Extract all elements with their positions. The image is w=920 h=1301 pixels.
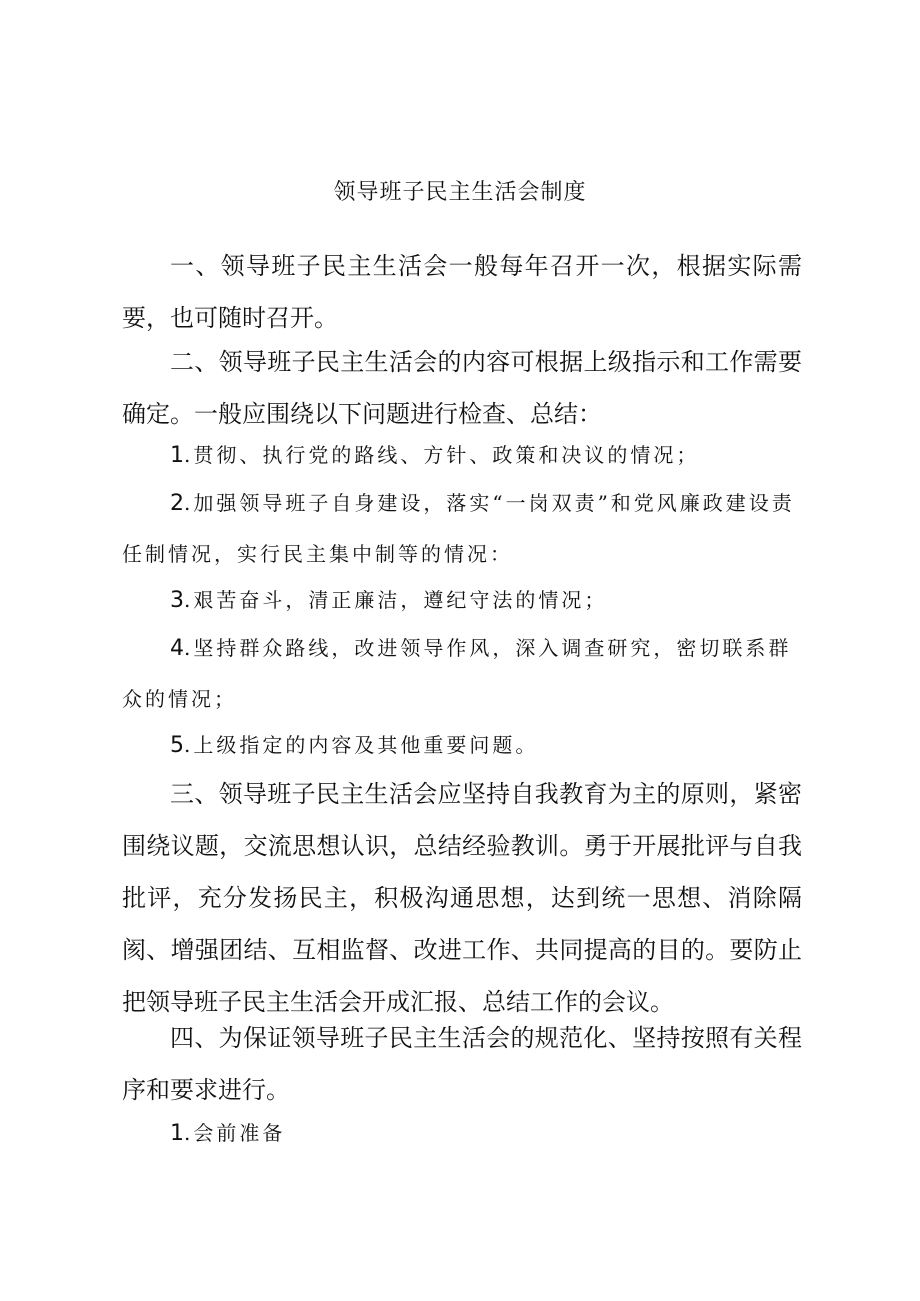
list-item-text: .坚持群众路线，改进领导作风，深入调查研究，密切联系群众的情况； [122, 636, 792, 711]
list-item-number: 3 [170, 588, 184, 613]
list-item-text: .加强领导班子自身建设，落实“一岗双责”和党风廉政建设责任制情况，实行民主集中制等的情况： [122, 491, 795, 566]
list-item [122, 430, 802, 481]
list-item-text: .贯彻、执行党的路线、方针、政策和决议的情况； [184, 443, 700, 467]
list-item-number: 5 [170, 733, 184, 758]
paragraph-3: 三、领导班子民主生活会应坚持自我教育为主的原则，紧密围绕议题，交流思想认识，总结经验教训。勇于开展批评与自我批评，充分发扬民主，积极沟通思想，达到统一思想、消除隔阂、增强团结、互相监督、改进工作、共同提高的目的。要防止把领导班子民主生活会开成汇报、总结工作的会议。 [122, 780, 802, 1016]
list-item [122, 623, 802, 724]
sub-heading [122, 1108, 802, 1159]
paragraph-1: 一、领导班子民主生活会一般每年召开一次，根据实际需要，也可随时召开。 [122, 252, 802, 332]
list-item-number: 1 [170, 443, 184, 468]
paragraph-2: 二、领导班子民主生活会的内容可根据上级指示和工作需要确定。一般应围绕以下问题进行检查、总结： [122, 348, 802, 428]
paragraph-4: 四、为保证领导班子民主生活会的规范化、坚持按照有关程序和要求进行。 [122, 1024, 802, 1104]
document-title: 领导班子民主生活会制度 [333, 180, 587, 205]
list-item-text: .艰苦奋斗，清正廉洁，遵纪守法的情况； [184, 588, 608, 612]
list-item [122, 478, 802, 579]
list-item-text: .上级指定的内容及其他重要问题。 [184, 733, 539, 757]
list-item [122, 575, 802, 626]
sub-heading-number: 1 [170, 1121, 184, 1146]
list-item-number: 2 [170, 491, 184, 516]
sub-heading-text: .会前准备 [184, 1121, 286, 1145]
list-item [122, 720, 802, 771]
list-item-number: 4 [170, 636, 184, 661]
